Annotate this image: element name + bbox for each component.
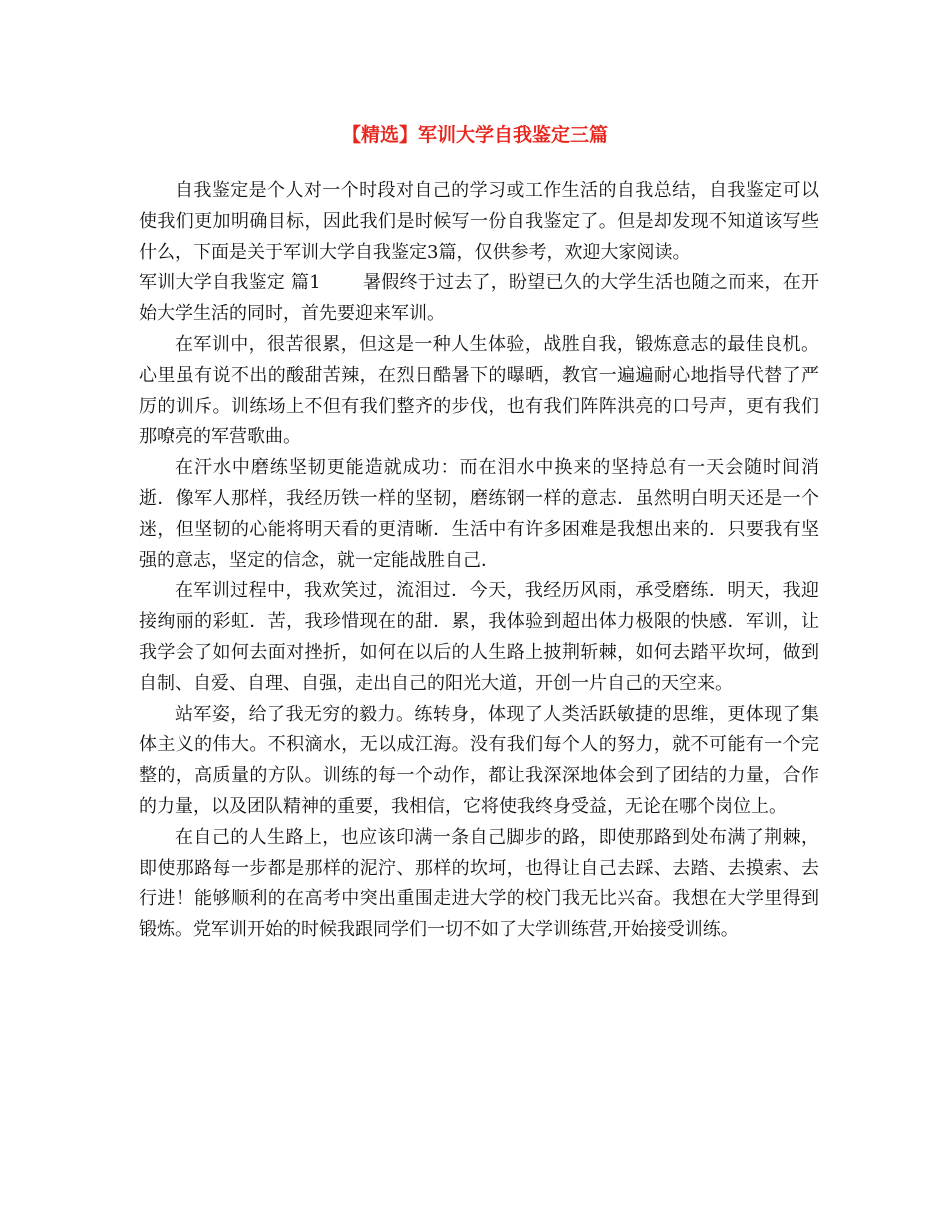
document-body bbox=[139, 176, 819, 946]
body-paragraph: 在军训中，很苦很累，但这是一种人生体验，战胜自我，锻炼意志的最佳良机。心里虽有说不出的酸甜苦辣，在烈日酷暑下的曝晒，教官一遍遍耐心地指导代替了严厉的训斥。训练场上不但有我们整齐的步伐，也有我们阵阵洪亮的口号声，更有我们那嘹亮的军营歌曲。 bbox=[139, 333, 819, 448]
body-paragraph: 在自己的人生路上，也应该印满一条自己脚步的路，即使那路到处布满了荆棘，即使那路每一步都是那样的泥泞、那样的坎坷，也得让自己去踩、去踏、去摸索、去行进！能够顺利的在高考中突出重围走进大学的校门我无比兴奋。我想在大学里得到锻炼。党军训开始的时候我跟同学们一切不如了大学训练营,开始接受训练。 bbox=[139, 826, 819, 941]
section-heading: 军训大学自我鉴定 篇1 bbox=[139, 272, 321, 294]
body-paragraph: 站军姿，给了我无穷的毅力。练转身，体现了人类活跃敏捷的思维，更体现了集体主义的伟大。不积滴水，无以成江海。没有我们每个人的努力，就不可能有一个完整的，高质量的方队。训练的每一个动作，都让我深深地体会到了团结的力量，合作的力量，以及团队精神的重要，我相信，它将使我终身受益，无论在哪个岗位上。 bbox=[139, 703, 819, 817]
document-title: 【精选】军训大学自我鉴定三篇 bbox=[341, 124, 608, 146]
section-paragraph bbox=[139, 268, 819, 330]
body-paragraph: 在汗水中磨练坚韧更能造就成功：而在泪水中换来的坚持总有一天会随时间消逝．像军人那样，我经历铁一样的坚韧，磨练钢一样的意志．虽然明白明天还是一个迷，但坚韧的心能将明天看的更清晰．生活中有许多困难是我想出来的．只要我有坚强的意志，坚定的信念，就一定能战胜自己． bbox=[139, 457, 819, 571]
body-paragraph: 在军训过程中，我欢笑过，流泪过．今天，我经历风雨，承受磨练．明天，我迎接绚丽的彩虹．苦，我珍惜现在的甜．累，我体验到超出体力极限的快感．军训，让我学会了如何去面对挫折，如何在以后的人生路上披荆斩棘，如何去踏平坎坷，做到自制、自爱、自理、自强，走出自己的阳光大道，开创一片自己的天空来。 bbox=[139, 580, 819, 694]
intro-paragraph: 自我鉴定是个人对一个时段对自己的学习或工作生活的自我总结，自我鉴定可以使我们更加明确目标，因此我们是时候写一份自我鉴定了。但是却发现不知道该写些什么，下面是关于军训大学自我鉴定3篇，仅供参考，欢迎大家阅读。 bbox=[139, 180, 819, 263]
section-first-paragraph: 暑假终于过去了，盼望已久的大学生活也随之而来，在开始大学生活的同时，首先要迎来军训。 bbox=[139, 272, 819, 325]
